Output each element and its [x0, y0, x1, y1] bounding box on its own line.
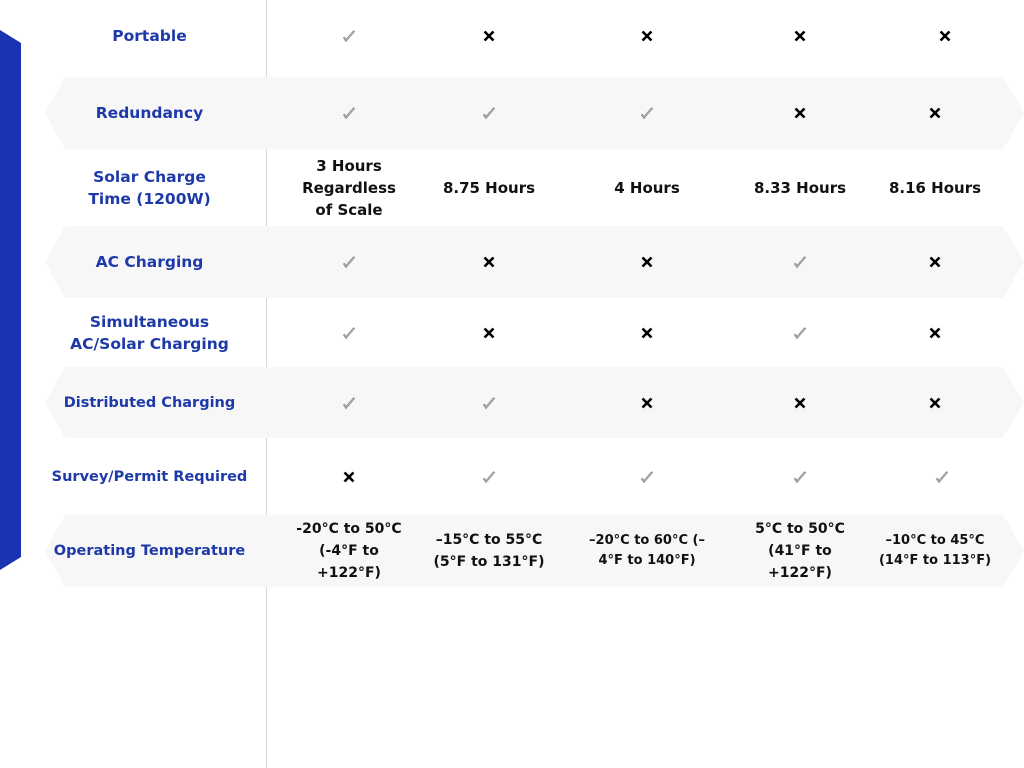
row-label: Distributed Charging: [63, 394, 236, 411]
cell-no: [730, 367, 870, 438]
check-outline-icon: [793, 255, 807, 269]
check-outline-icon: [342, 255, 356, 269]
table-row-distributed-charging: [45, 367, 1024, 438]
cell-yes: [419, 77, 559, 149]
check-outline-icon: [793, 326, 807, 340]
x-mark-icon: [793, 106, 807, 120]
x-mark-icon: [793, 396, 807, 410]
table-row-operating-temperature: [45, 515, 1024, 587]
row-label: AC Charging: [95, 253, 204, 271]
cell-text: –10°C to 45°C (14°F to 113°F): [878, 533, 992, 568]
check-outline-icon: [935, 470, 949, 484]
cell-yes: [730, 298, 870, 367]
row-label: Operating Temperature: [53, 543, 246, 559]
table-row-ac-charging: [45, 226, 1024, 298]
cell-no: [880, 0, 1010, 72]
cell-text: 8.33 Hours: [753, 178, 847, 197]
x-mark-icon: [640, 29, 654, 43]
row-label: Simultaneous AC/Solar Charging: [70, 312, 229, 353]
check-outline-icon: [342, 326, 356, 340]
cell-no: [870, 226, 1000, 298]
table-row-simultaneous-charging: [45, 298, 1024, 367]
cell-no: [730, 77, 870, 149]
cell-no: [870, 298, 1000, 367]
table-row-survey-permit: [45, 438, 1024, 515]
cell-no: [870, 367, 1000, 438]
cell-text: –20°C to 60°C (–4°F to 140°F): [589, 533, 705, 568]
cell-no: [577, 298, 717, 367]
check-outline-icon: [640, 106, 654, 120]
cell-yes: [269, 77, 429, 149]
x-mark-icon: [928, 396, 942, 410]
cell-yes: [269, 226, 429, 298]
x-mark-icon: [928, 106, 942, 120]
x-mark-icon: [482, 326, 496, 340]
x-mark-icon: [793, 29, 807, 43]
table-row-portable: [45, 0, 1024, 72]
check-outline-icon: [342, 396, 356, 410]
check-outline-icon: [793, 470, 807, 484]
x-mark-icon: [482, 255, 496, 269]
x-mark-icon: [928, 255, 942, 269]
cell-no: [870, 77, 1000, 149]
cell-text: 8.75 Hours: [442, 178, 536, 197]
table-row-solar-charge-time: [45, 149, 1024, 226]
cell-no: [419, 0, 559, 72]
x-mark-icon: [640, 255, 654, 269]
table-row-redundancy: [45, 77, 1024, 149]
cell-text: 8.16 Hours: [888, 178, 982, 197]
cell-text: 4 Hours: [614, 178, 680, 197]
cell-yes: [419, 438, 559, 515]
cell-text: –15°C to 55°C (5°F to 131°F): [433, 532, 545, 570]
x-mark-icon: [482, 29, 496, 43]
cell-yes: [577, 77, 717, 149]
cell-no: [730, 0, 870, 72]
x-mark-icon: [938, 29, 952, 43]
cell-no: [419, 298, 559, 367]
check-outline-icon: [482, 470, 496, 484]
check-outline-icon: [342, 29, 356, 43]
cell-no: [577, 0, 717, 72]
cell-yes: [269, 367, 429, 438]
cell-yes: [419, 367, 559, 438]
cell-no: [577, 226, 717, 298]
check-outline-icon: [482, 106, 496, 120]
x-mark-icon: [640, 396, 654, 410]
check-outline-icon: [482, 396, 496, 410]
cell-yes: [269, 298, 429, 367]
cell-text: 5°C to 50°C (41°F to +122°F): [755, 521, 845, 581]
cell-text: 3 Hours Regardless of Scale: [302, 156, 396, 219]
x-mark-icon: [342, 470, 356, 484]
cell-text: -20°C to 50°C (-4°F to +122°F): [296, 521, 402, 581]
cell-yes: [577, 438, 717, 515]
x-mark-icon: [640, 326, 654, 340]
row-label: Survey/Permit Required: [51, 468, 248, 485]
check-outline-icon: [342, 106, 356, 120]
row-label: Redundancy: [95, 104, 204, 122]
cell-yes: [730, 438, 870, 515]
cell-no: [419, 226, 559, 298]
accent-side-band: [0, 30, 21, 570]
x-mark-icon: [928, 326, 942, 340]
cell-yes: [877, 438, 1007, 515]
cell-no: [269, 438, 429, 515]
cell-yes: [730, 226, 870, 298]
cell-yes: [269, 0, 429, 72]
row-label: Portable: [112, 27, 187, 45]
cell-no: [577, 367, 717, 438]
row-label: Solar Charge Time (1200W): [88, 167, 211, 208]
check-outline-icon: [640, 470, 654, 484]
